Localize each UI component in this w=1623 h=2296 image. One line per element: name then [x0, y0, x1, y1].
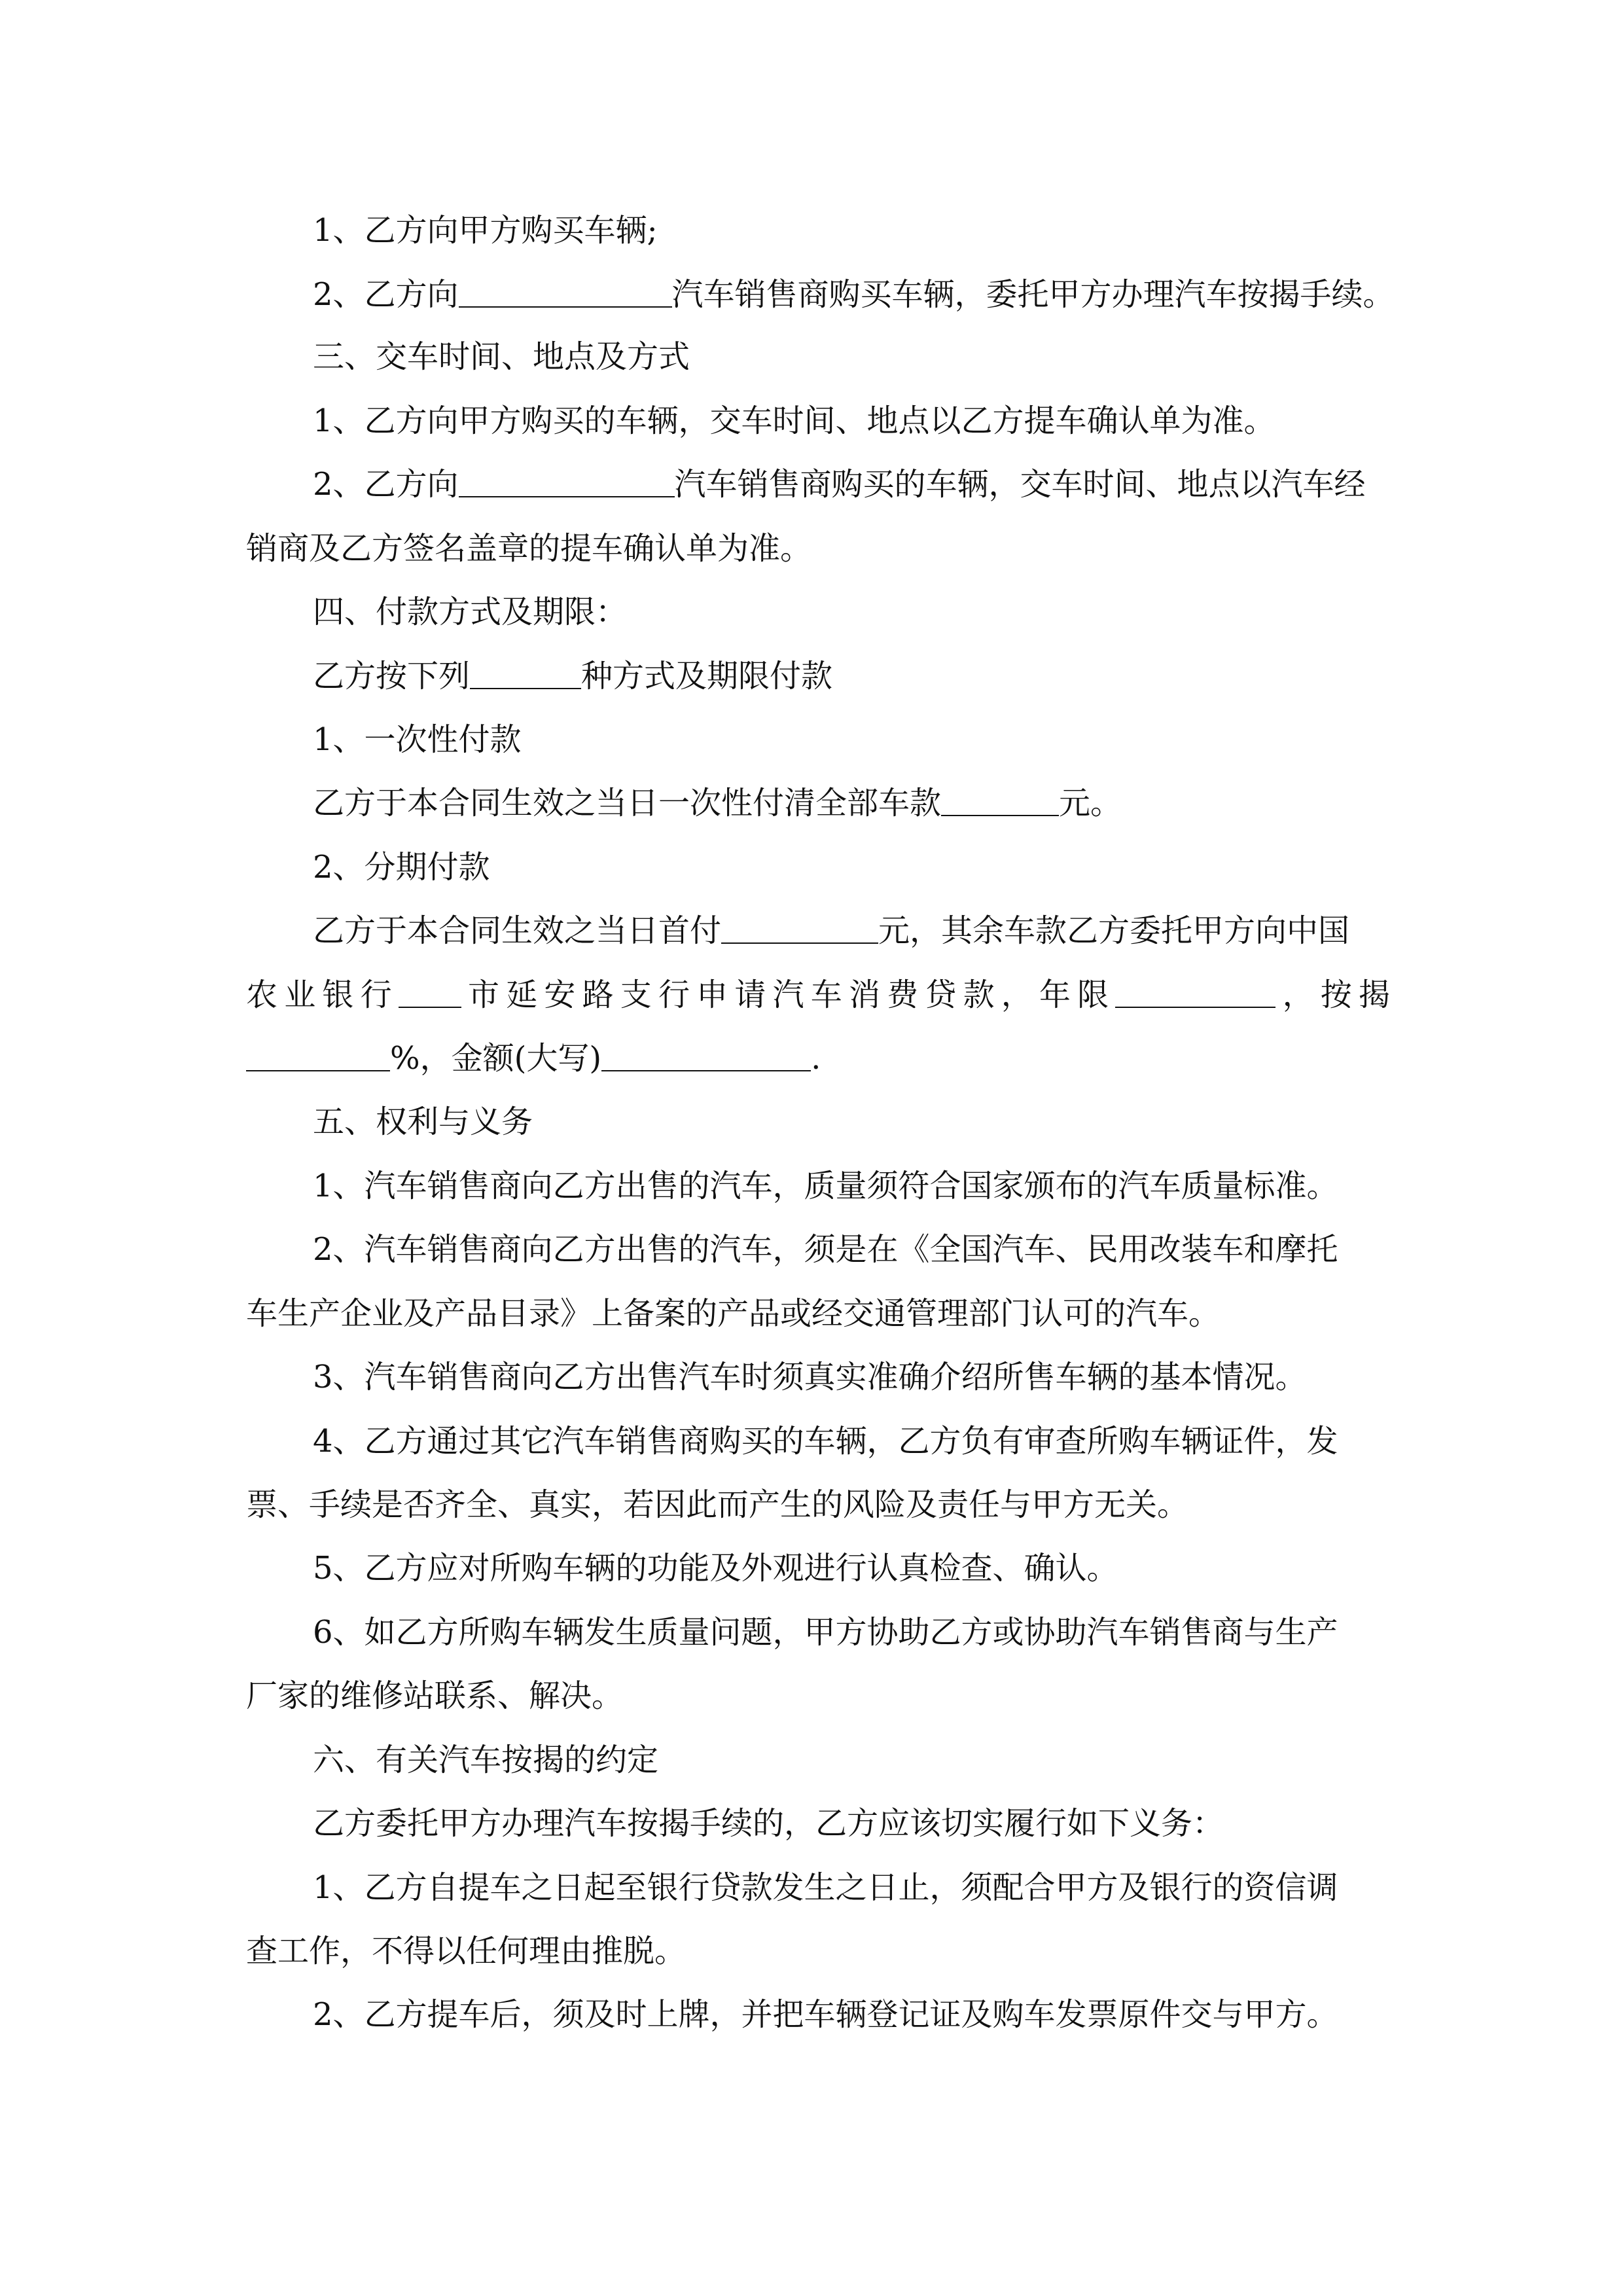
clause-line-with-blank: %，金额(大写) .: [246, 1039, 1390, 1078]
section-heading: 六、有关汽车按揭的约定: [313, 1742, 659, 1778]
fill-blank[interactable]: [459, 276, 672, 308]
clause-line: 票、手续是否齐全、真实，若因此而产生的风险及责任与甲方无关。: [246, 1486, 1189, 1523]
fill-blank[interactable]: [246, 1040, 390, 1071]
clause-line: 销商及乙方签名盖章的提车确认单为准。: [246, 530, 812, 567]
section-heading: 四、付款方式及期限：: [313, 594, 628, 630]
clause-line-with-blank: 农业银行 市延安路支行申请汽车消费贷款，年限 ，按揭: [246, 977, 1390, 1013]
clause-line: 1、一次性付款: [313, 721, 522, 758]
clause-line: 乙方委托甲方办理汽车按揭手续的，乙方应该切实履行如下义务：: [313, 1805, 1224, 1842]
clause-line: 2、汽车销售商向乙方出售的汽车，须是在《全国汽车、民用改装车和摩托: [313, 1231, 1338, 1268]
clause-line: 6、如乙方所购车辆发生质量问题，甲方协助乙方或协助汽车销售商与生产: [313, 1614, 1338, 1651]
clause-line-with-blank: 2、乙方向 汽车销售商购买的车辆，交车时间、地点以汽车经: [313, 466, 1366, 503]
section-heading: 五、权利与义务: [313, 1103, 533, 1140]
clause-line: 1、乙方向甲方购买车辆;: [313, 212, 658, 249]
clause-line: 2、分期付款: [313, 849, 490, 886]
clause-line: 3、汽车销售商向乙方出售汽车时须真实准确介绍所售车辆的基本情况。: [313, 1359, 1307, 1395]
clause-line-with-blank: 2、乙方向 汽车销售商购买车辆，委托甲方办理汽车按揭手续。: [313, 276, 1395, 313]
clause-line: 1、汽车销售商向乙方出售的汽车，质量须符合国家颁布的汽车质量标准。: [313, 1168, 1338, 1204]
clause-line-with-blank: 乙方于本合同生效之当日一次性付清全部车款 元。: [313, 785, 1122, 821]
clause-line: 查工作，不得以任何理由推脱。: [246, 1933, 687, 1969]
clause-line-with-blank: 乙方于本合同生效之当日首付 元，其余车款乙方委托甲方向中国: [313, 912, 1350, 949]
clause-line: 1、乙方自提车之日起至银行贷款发生之日止，须配合甲方及银行的资信调: [313, 1869, 1338, 1906]
fill-blank[interactable]: [399, 977, 461, 1008]
clause-line: 车生产企业及产品目录》上备案的产品或经交通管理部门认可的汽车。: [246, 1295, 1221, 1332]
clause-line: 1、乙方向甲方购买的车辆，交车时间、地点以乙方提车确认单为准。: [313, 403, 1275, 439]
clause-line: 5、乙方应对所购车辆的功能及外观进行认真检查、确认。: [313, 1550, 1118, 1587]
section-heading: 三、交车时间、地点及方式: [313, 338, 690, 375]
clause-line: 4、乙方通过其它汽车销售商购买的车辆，乙方负有审查所购车辆证件，发: [313, 1423, 1338, 1460]
clause-line: 厂家的维修站联系、解决。: [246, 1677, 624, 1714]
clause-line-with-blank: 乙方按下列 种方式及期限付款: [313, 658, 833, 694]
fill-blank[interactable]: [601, 1040, 811, 1071]
fill-blank[interactable]: [1115, 977, 1275, 1008]
fill-blank[interactable]: [459, 466, 675, 497]
fill-blank[interactable]: [470, 658, 581, 689]
clause-line: 2、乙方提车后，须及时上牌，并把车辆登记证及购车发票原件交与甲方。: [313, 1996, 1338, 2033]
fill-blank[interactable]: [941, 785, 1059, 816]
fill-blank[interactable]: [721, 912, 878, 944]
